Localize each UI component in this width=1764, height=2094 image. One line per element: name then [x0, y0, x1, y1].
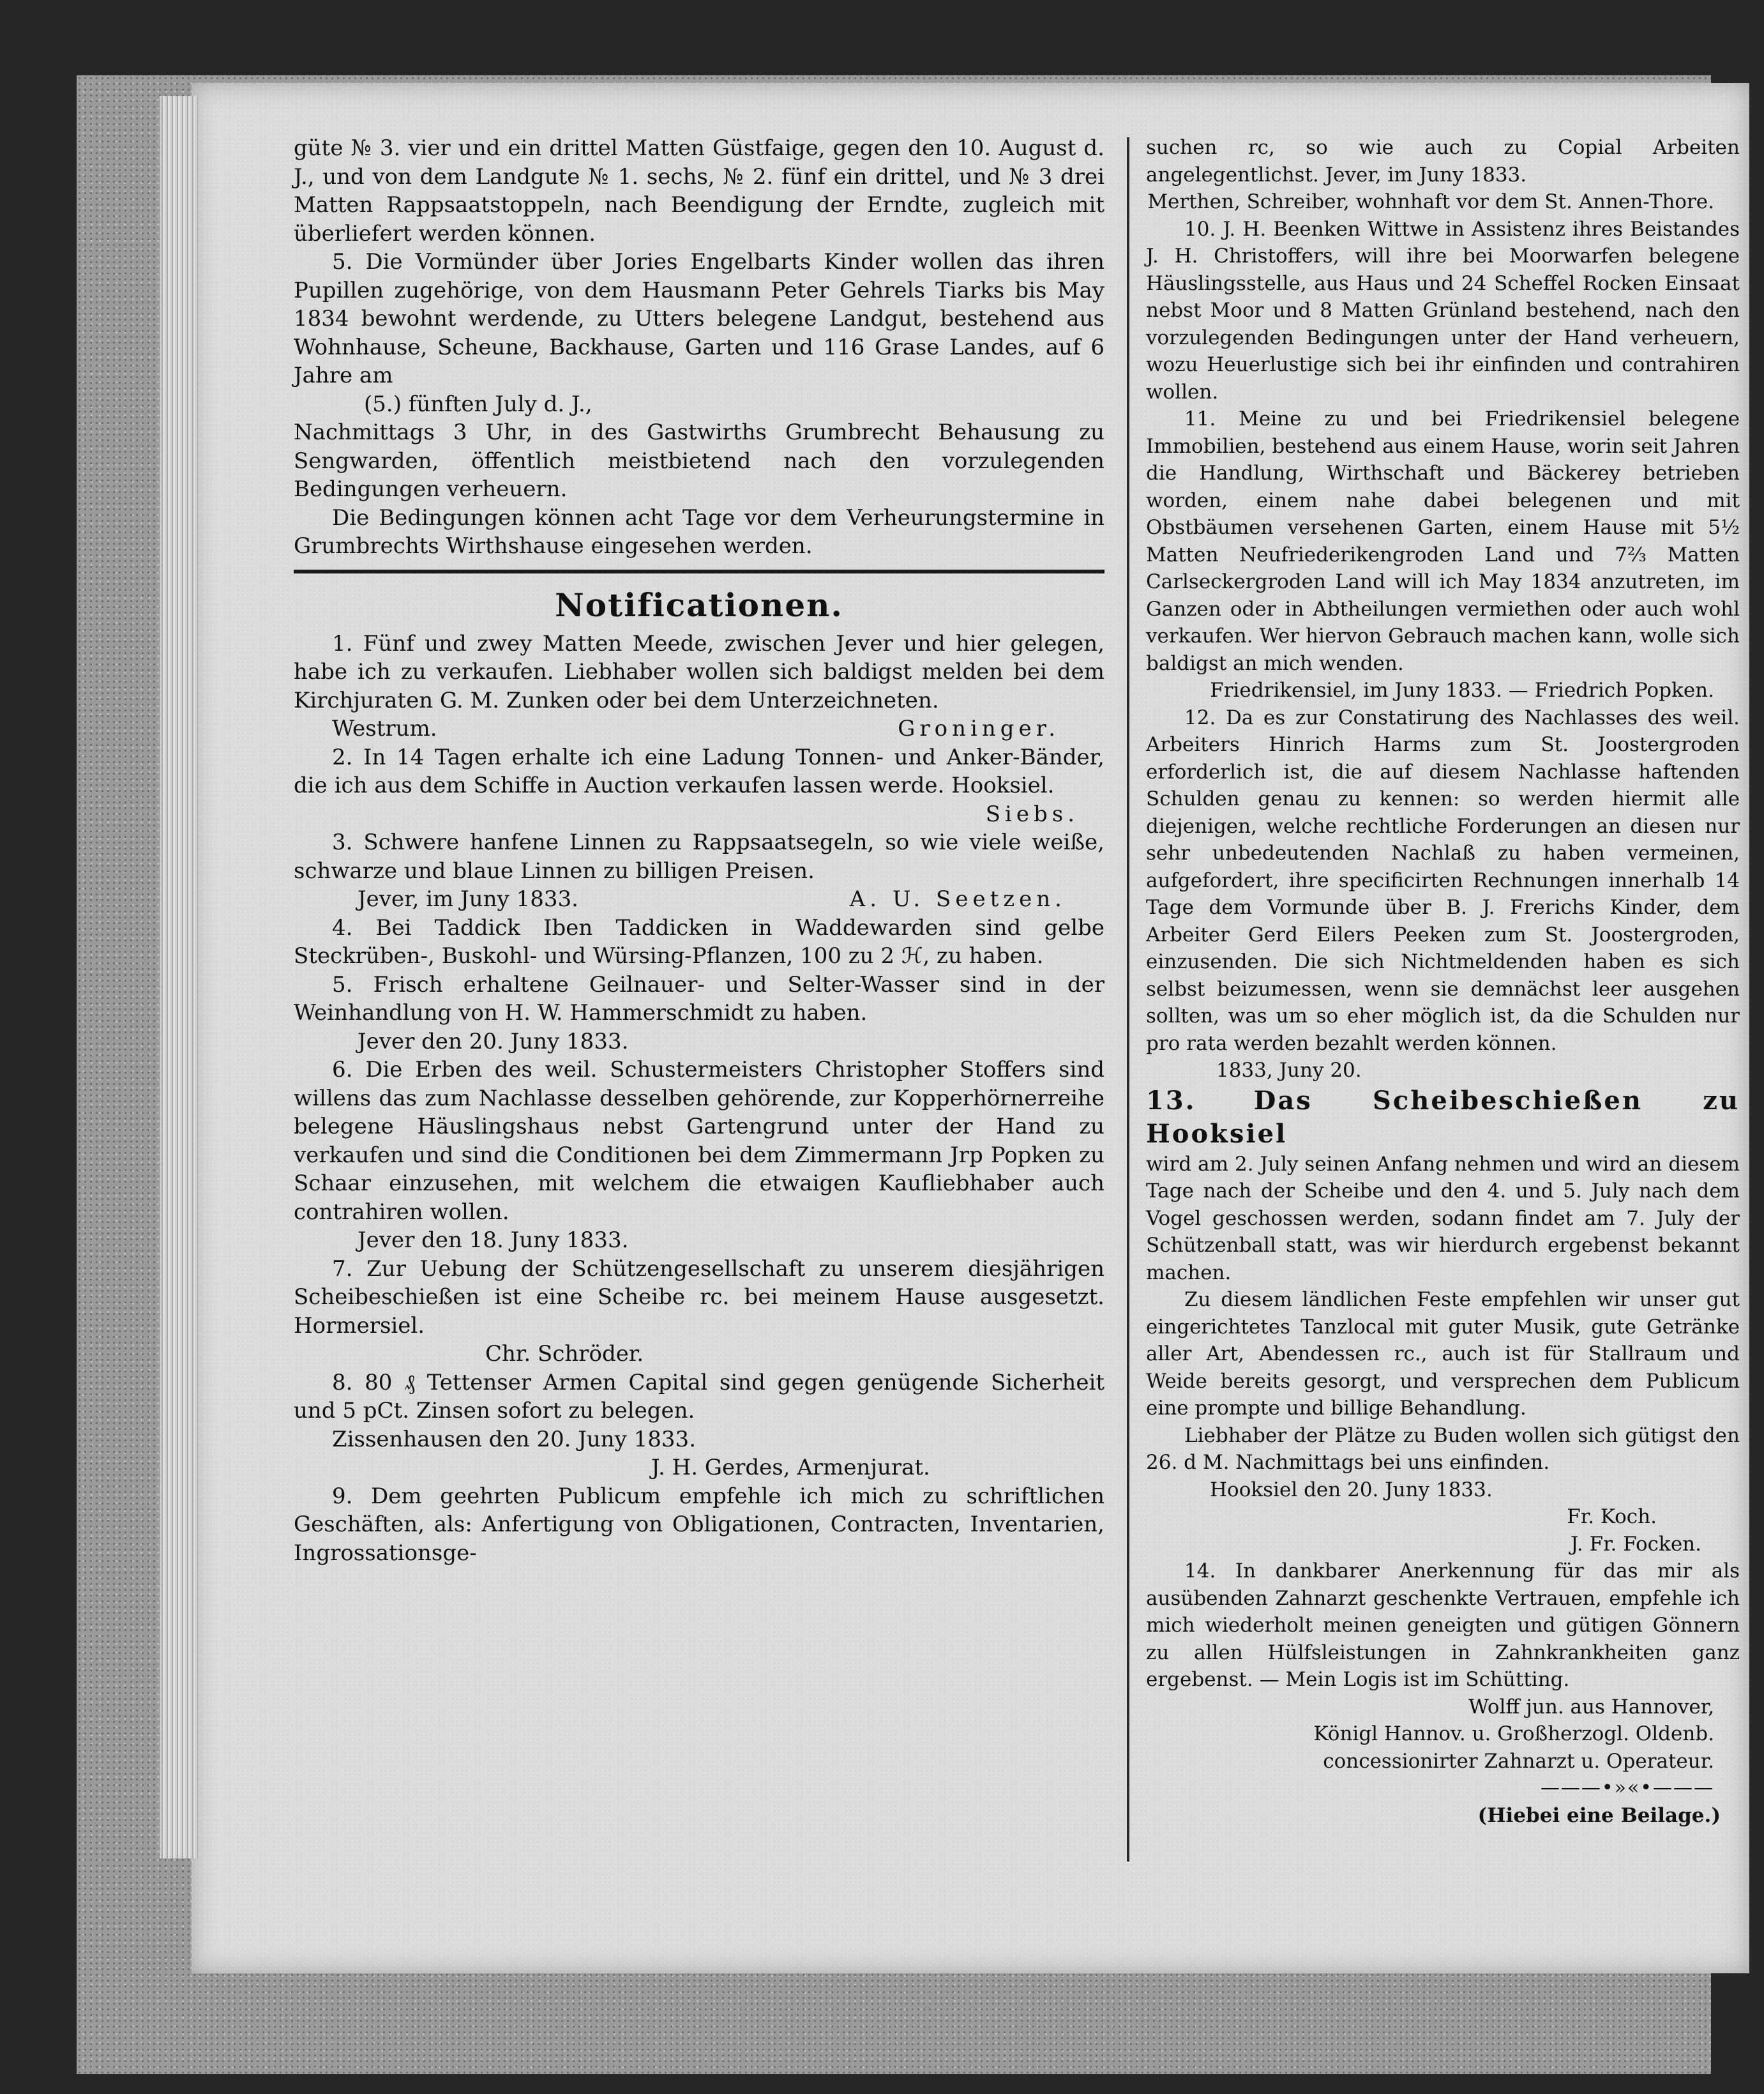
notice-place: Zissenhausen den 20. Juny 1833.: [332, 1426, 696, 1452]
notice-1: 1. Fünf und zwey Matten Meede, zwischen Jever und hier gelegen, habe ich zu verkaufen. Liebhaber wollen sich baldigst melden bei dem Kirchjuraten G. M. Zunken oder bei dem Unterzeichneten.: [294, 630, 1104, 713]
notice-signature: Merthen, Schreiber, wohnhaft vor dem St. Annen-Thore.: [1147, 190, 1714, 213]
column-divider: [1127, 137, 1129, 1862]
section-heading: Notificationen.: [555, 586, 843, 624]
notice-place: Hooksiel den 20. Juny 1833.: [1210, 1478, 1493, 1501]
section-rule: [294, 570, 1104, 573]
notice-signature: concessionirter Zahnarzt u. Operateur.: [1323, 1749, 1714, 1773]
paragraph: 5. Die Vormünder über Jories Engelbarts Kinder wollen das ihren Pupillen zugehörige, von dem Hausmann Peter Gehrels Tiarks bis May 1834 bewohnt werdende, zu Utters belegene Landgut, bestehend aus Wohnhause, Scheune, Backhause, Garten und 116 Grase Landes, auf 6 Jahre am: [294, 249, 1104, 388]
supplement-note: (Hiebei eine Beilage.): [1477, 1803, 1721, 1827]
paragraph: güte № 3. vier und ein drittel Matten Güstfaige, gegen den 10. August d. J., und von dem Landgute № 1. sechs, № 2. fünf ein drittel, und № 3 drei Matten Rappsaatstoppeln, nach Beendigung der Erndte, zugleich mit überliefert werden können.: [294, 135, 1104, 247]
notice-signature: Groninger.: [898, 716, 1060, 741]
notice-7: 7. Zur Uebung der Schützengesellschaft zu unserem diesjährigen Scheibeschießen ist eine Scheibe rc. bei meinem Hause ausgesetzt. Hormersiel.: [294, 1256, 1104, 1339]
notice-9: 9. Dem geehrten Publicum empfehle ich mich zu schriftlichen Geschäften, als: Anfertigung von Obligationen, Contracten, Inventarien, Ingrossationsge-: [294, 1483, 1104, 1566]
ornament-divider: ———•»«•———: [1540, 1777, 1714, 1799]
notice-signature: Fr. Koch.: [1567, 1505, 1657, 1528]
notice-place: Jever, im Juny 1833.: [358, 886, 578, 912]
notice-place: Westrum.: [332, 716, 437, 741]
notice-11: 11. Meine zu und bei Friedrikensiel belegene Immobilien, bestehend aus einem Hause, worin seit Jahren die Handlung, Wirthschaft und Bäckerey betrieben worden, einem nahe dabei belegenen und mit Obstbäumen versehenen Garten, einem Hause mit 5½ Matten Neufriederikengroden Land und 7⅔ Matten Carlseckergroden Land will ich May 1834 anzutreten, im Ganzen oder in Abtheilungen vermiethen oder auch wohl verkaufen. Wer hiervon Gebrauch machen kann, wolle sich baldigst an mich wenden.: [1146, 407, 1740, 675]
notice-signature: Friedrikensiel, im Juny 1833. — Friedrich Popken.: [1210, 679, 1714, 702]
notice-13-header: [1146, 1084, 1740, 1151]
notice-signature: Chr. Schröder.: [485, 1341, 644, 1367]
notice-6: 6. Die Erben des weil. Schustermeisters Christopher Stoffers sind willens das zum Nachlasse desselben gehörende, zur Kopperhörnerreihe belegene Häuslingshaus nebst Gartengrund unter der Hand zu verkaufen und sind die Conditionen bei dem Zimmermann Jrp Popken zu Schaar einzusehen, mit welchem die etwaigen Kaufliebhaber auch contrahiren wollen.: [294, 1057, 1104, 1225]
paragraph: Nachmittags 3 Uhr, in des Gastwirths Grumbrecht Behausung zu Sengwarden, öffentlich meistbietend nach den vorzulegenden Bedingungen verheuern.: [294, 420, 1104, 502]
notice-number: 13.: [1146, 1085, 1196, 1116]
notice-3: 3. Schwere hanfene Linnen zu Rappsaatsegeln, so wie viele weiße, schwarze und blaue Linnen zu billigen Preisen.: [294, 830, 1104, 884]
notice-signature: Königl Hannov. u. Großherzogl. Oldenb.: [1313, 1722, 1714, 1745]
right-column: [1146, 134, 1740, 1829]
notice-signature: Wolff jun. aus Hannover,: [1468, 1695, 1714, 1718]
notice-signature: J. H. Gerdes, Armenjurat.: [651, 1455, 930, 1480]
notice-13-text: Zu diesem ländlichen Feste empfehlen wir unser gut eingerichtetes Tanzlocal mit guter Musik, gute Getränke aller Art, Abendessen rc., auch ist für Stallraum und Weide bereits gesorgt, und versprechen dem Publicum eine prompte und billige Behandlung.: [1146, 1288, 1740, 1420]
left-column: [294, 134, 1104, 1567]
notice-signature: Siebs.: [985, 801, 1079, 827]
notice-8: 8. 80 ₰ Tettenser Armen Capital sind gegen genügende Sicherheit und 5 pCt. Zinsen sofort zu belegen.: [294, 1369, 1104, 1423]
notice-date: 1833, Juny 20.: [1216, 1059, 1362, 1082]
notice-13-text: Liebhaber der Plätze zu Buden wollen sich gütigst den 26. d M. Nachmittags bei uns einfinden.: [1146, 1423, 1740, 1474]
notice-13-text: wird am 2. July seinen Anfang nehmen und wird an diesem Tage nach der Scheibe und den 4. und 5. July nach dem Vogel geschossen werden, sodann findet am 7. July der Schützenball statt, was wir hierdurch ergebenst bekannt machen.: [1146, 1152, 1740, 1284]
notice-14: 14. In dankbarer Anerkennung für das mir als ausübenden Zahnarzt geschenkte Vertrauen, empfehle ich mich wiederholt meinen geneigten und gütigen Gönnern zu allen Hülfsleistungen in Zahnkrankheiten ganz ergebenst. — Mein Logis ist im Schütting.: [1146, 1559, 1740, 1691]
notice-signature: A. U. Seetzen.: [849, 886, 1066, 912]
date-line: (5.) fünften July d. J.,: [364, 391, 592, 417]
notice-4: 4. Bei Taddick Iben Taddicken in Waddewarden sind gelbe Steckrüben-, Buskohl- und Würsing-Pflanzen, 100 zu 2 ℋ, zu haben.: [294, 914, 1104, 969]
page-edges: [160, 96, 198, 1858]
notice-signature: J. Fr. Focken.: [1570, 1532, 1701, 1556]
notice-12: 12. Da es zur Constatirung des Nachlasses des weil. Arbeiters Hinrich Harms zum St. Joostergroden erforderlich ist, die auf diesem Nachlasse haftenden Schulden genau zu kennen: so werden hiermit alle diejenigen, welche rechtliche Forderungen an diesen nur sehr unbedeutenden Nachlaß zu haben vermeinen, aufgefordert, ihre specificirten Rechnungen innerhalb 14 Tage dem Vormunde über B. J. Frerichs Kinder, dem Arbeiter Gerd Eilers Peeken zum St. Joostergroden, einzusenden. Die sich Nichtmeldenden haben es sich selbst beizumessen, wenn sie demnächst leer ausgehen sollten, was um so eher möglich ist, da die Schulden nur pro rata werden bezahlt werden können.: [1146, 706, 1740, 1055]
notice-place: Jever den 20. Juny 1833.: [358, 1028, 629, 1054]
notice-2: 2. In 14 Tagen erhalte ich eine Ladung Tonnen- und Anker-Bänder, die ich aus dem Schiffe in Auction verkaufen lassen werde. Hooksiel.: [294, 744, 1104, 798]
notice-place: Jever den 18. Juny 1833.: [358, 1227, 629, 1253]
paragraph: Die Bedingungen können acht Tage vor dem Verheurungstermine in Grumbrechts Wirthshause eingesehen werden.: [294, 505, 1104, 559]
notice-title: Das Scheibeschießen zu Hooksiel: [1146, 1085, 1740, 1149]
notice-10: 10. J. H. Beenken Wittwe in Assistenz ihres Beistandes J. H. Christoffers, will ihre bei Moorwarfen belegene Häuslingsstelle, aus Haus und 24 Scheffel Rocken Einsaat nebst Moor und 8 Matten Grünland bestehend, nach den vorzulegenden Bedingungen unter der Hand verheuern, wozu Heuerlustige sich bei ihr einfinden und contrahiren wollen.: [1146, 217, 1740, 404]
notice-9-continued: suchen rc, so wie auch zu Copial Arbeiten angelegentlichst. Jever, im Juny 1833.: [1146, 136, 1740, 186]
notice-5: 5. Frisch erhaltene Geilnauer- und Selter-Wasser sind in der Weinhandlung von H. W. Hammerschmidt zu haben.: [294, 971, 1104, 1026]
